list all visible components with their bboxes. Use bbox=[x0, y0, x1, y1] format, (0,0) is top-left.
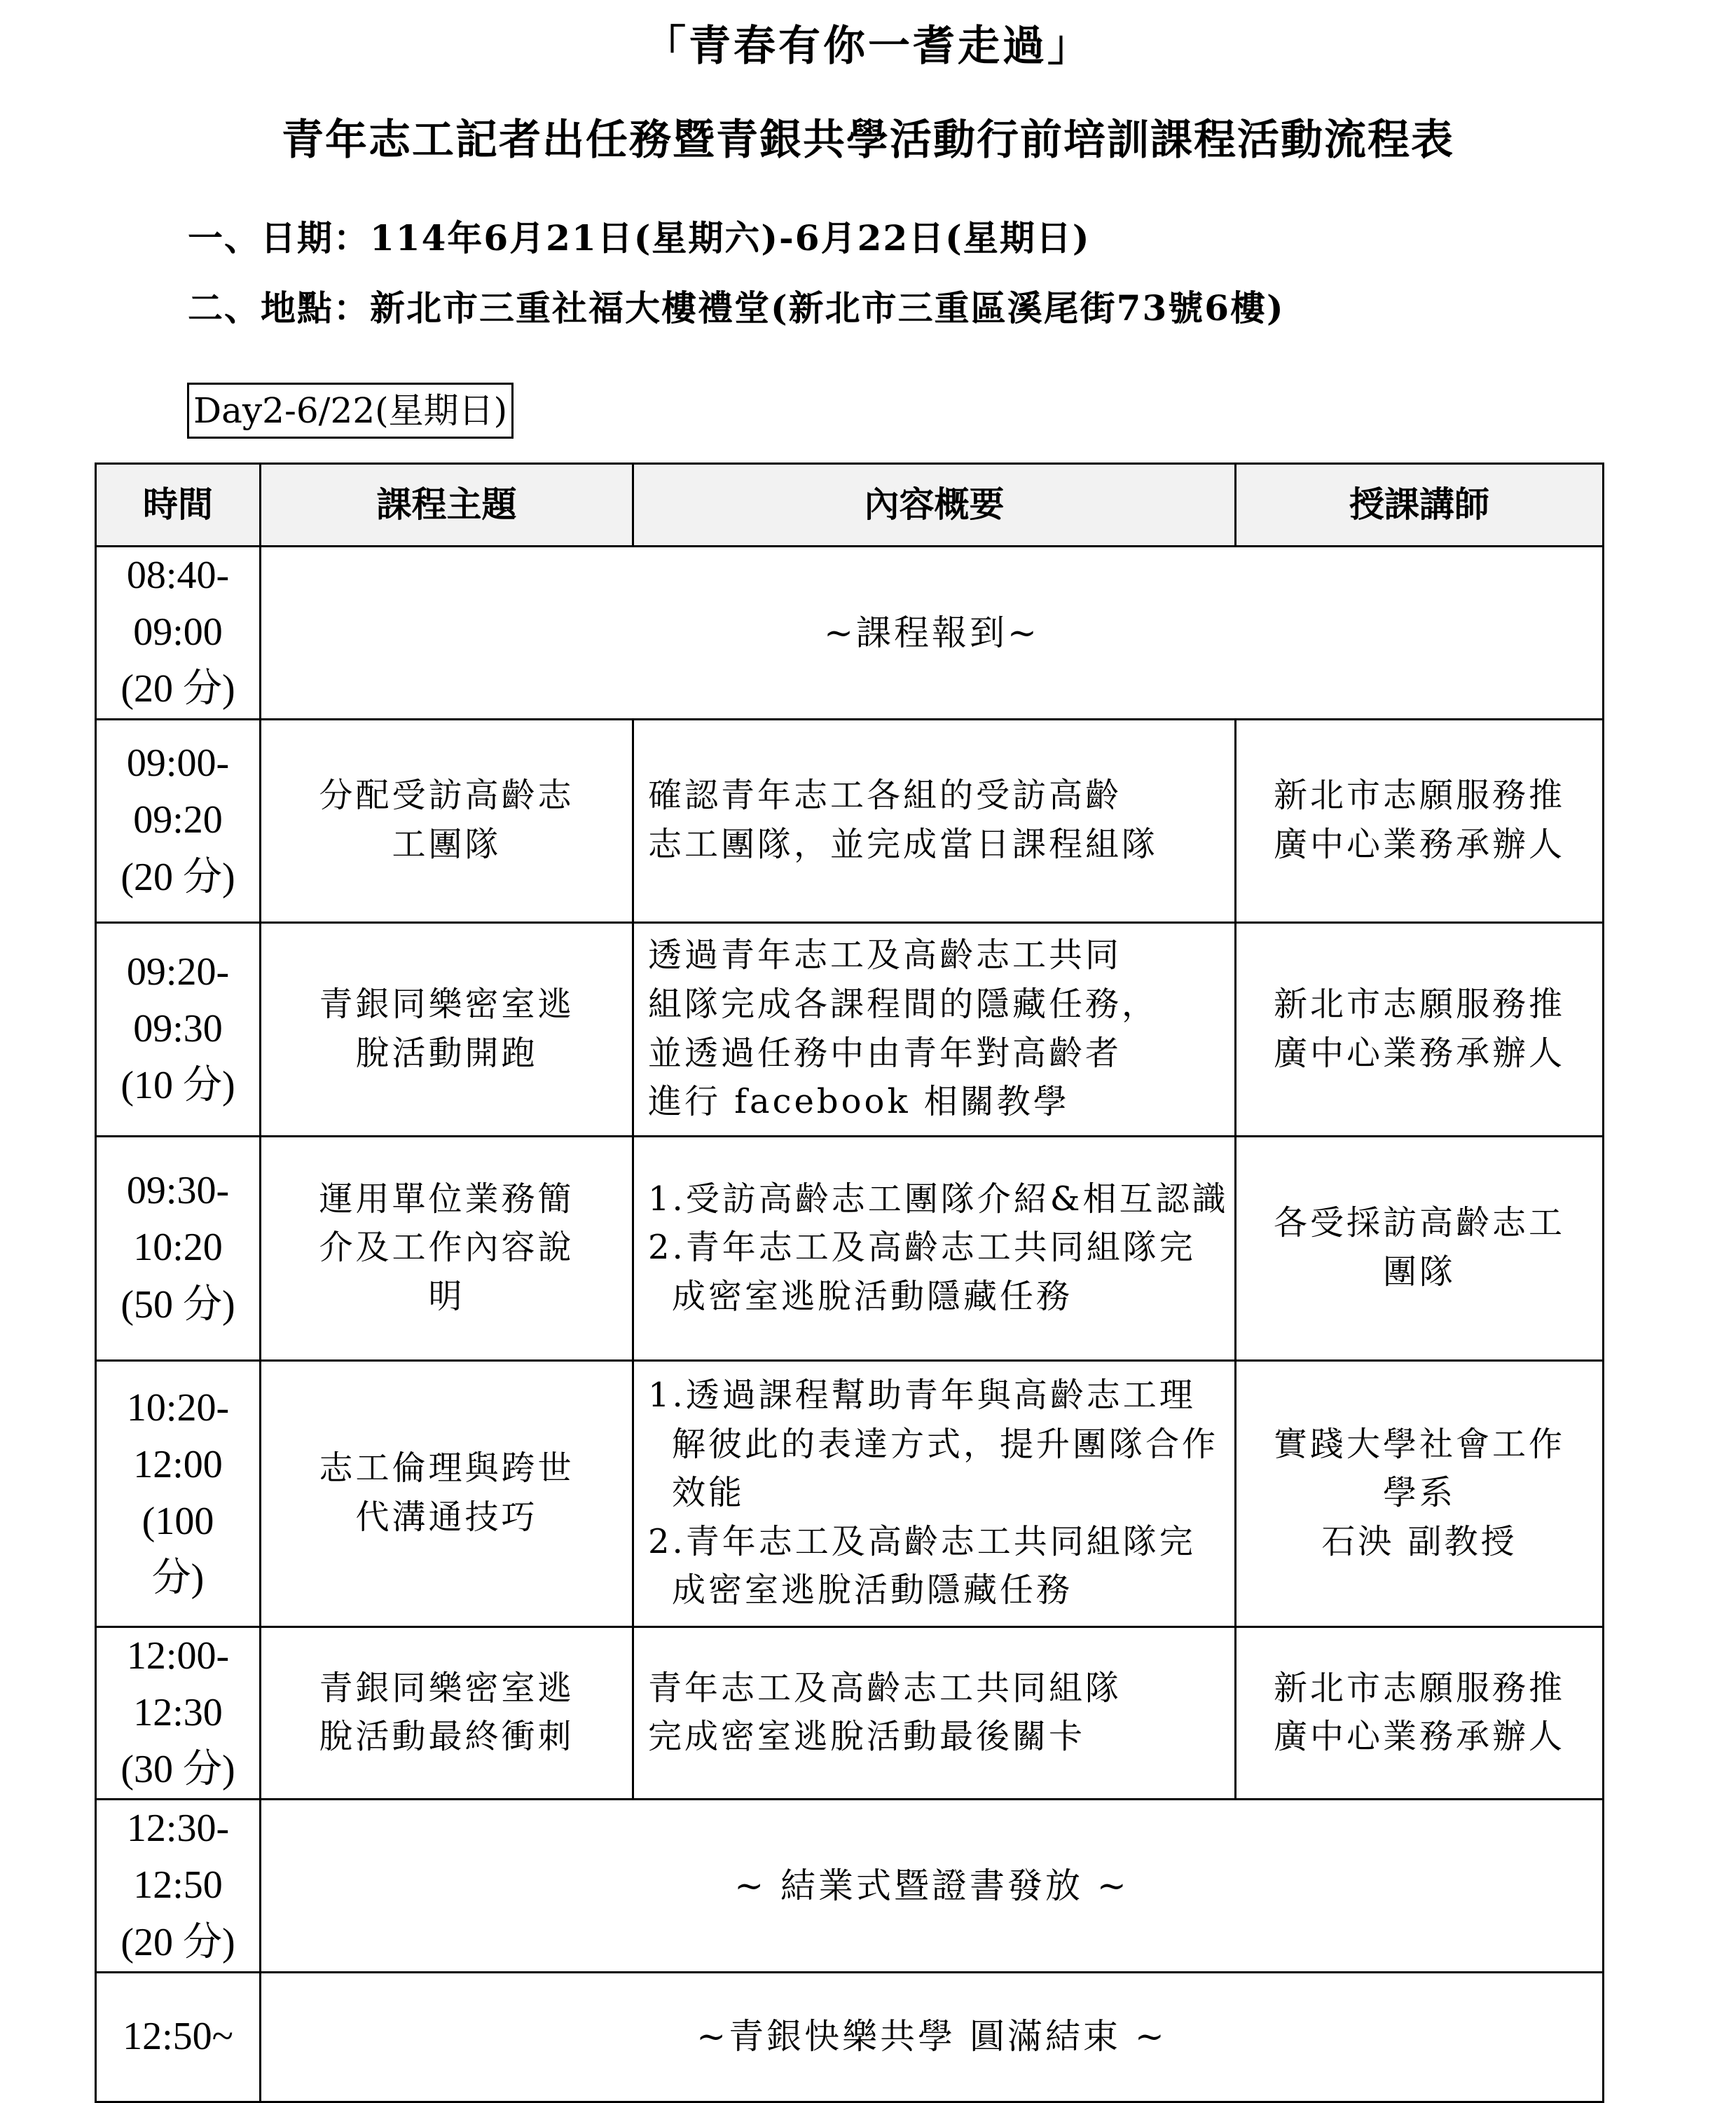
teacher-line: 石泱 副教授 bbox=[1321, 1521, 1517, 1561]
time-end: 12:30 bbox=[133, 1690, 223, 1734]
time-end: 09:20 bbox=[133, 798, 223, 842]
time-cell bbox=[96, 1360, 261, 1626]
time-start: 12:00- bbox=[126, 1633, 230, 1678]
time-duration: (20 分) bbox=[120, 855, 235, 899]
table-row bbox=[96, 1360, 1604, 1626]
time-duration: (100 bbox=[142, 1500, 214, 1544]
time-start: 09:20- bbox=[126, 950, 230, 994]
checkin-cell: ~課程報到~ bbox=[261, 547, 1604, 720]
topic-cell bbox=[261, 1360, 633, 1626]
time-cell bbox=[96, 1136, 261, 1360]
topic-line: 青銀同樂密室逃 bbox=[319, 1668, 574, 1708]
teacher-line: 新北市志願服務推 bbox=[1273, 984, 1565, 1024]
content-item: 1.受訪高齡志工團隊介紹&相互認識 bbox=[648, 1179, 1229, 1219]
time-end: 09:00 bbox=[133, 610, 223, 655]
header-teacher: 授課講師 bbox=[1236, 464, 1604, 547]
content-cell bbox=[633, 922, 1236, 1136]
ceremony-cell: ~ 結業式暨證書發放 ~ bbox=[261, 1800, 1604, 1973]
topic-cell bbox=[261, 1136, 633, 1360]
teacher-cell bbox=[1236, 1626, 1604, 1800]
content-line: 進行 facebook 相關教學 bbox=[648, 1082, 1070, 1122]
content-line: 並透過任務中由青年對高齡者 bbox=[648, 1033, 1122, 1073]
topic-line: 志工倫理與跨世 bbox=[319, 1448, 574, 1488]
content-line: 組隊完成各課程間的隱藏任務， bbox=[648, 984, 1159, 1024]
topic-line: 脫活動開跑 bbox=[355, 1033, 538, 1073]
time-duration: 分) bbox=[151, 1556, 205, 1601]
content-line: 青年志工及高齡志工共同組隊 bbox=[648, 1668, 1122, 1708]
teacher-cell bbox=[1236, 922, 1604, 1136]
topic-cell bbox=[261, 922, 633, 1136]
teacher-line: 學系 bbox=[1382, 1473, 1456, 1513]
table-row bbox=[96, 922, 1604, 1136]
time-cell bbox=[96, 922, 261, 1136]
teacher-line: 團隊 bbox=[1382, 1252, 1456, 1292]
time-cell bbox=[96, 547, 261, 720]
table-row bbox=[96, 547, 1604, 720]
time-cell bbox=[96, 1626, 261, 1800]
content-line: 完成密室逃脫活動最後關卡 bbox=[648, 1717, 1086, 1757]
time-duration: (50 分) bbox=[120, 1282, 235, 1327]
teacher-line: 廣中心業務承辦人 bbox=[1273, 1033, 1565, 1073]
table-row bbox=[96, 1972, 1604, 2102]
header-topic: 課程主題 bbox=[261, 464, 633, 547]
time-start: 09:00- bbox=[126, 741, 230, 786]
content-line: 志工團隊，並完成當日課程組隊 bbox=[648, 825, 1159, 865]
date-line: 一、日期：114年6月21日(星期六)-6月22日(星期日) bbox=[188, 217, 1091, 259]
table-row bbox=[96, 719, 1604, 922]
time-start: 12:50~ bbox=[123, 2015, 233, 2059]
time-end: 09:30 bbox=[133, 1006, 223, 1050]
teacher-cell bbox=[1236, 1136, 1604, 1360]
document-subtitle: 青年志工記者出任務暨青銀共學活動行前培訓課程活動流程表 bbox=[282, 116, 1454, 165]
topic-line: 脫活動最終衝刺 bbox=[319, 1717, 574, 1757]
content-item: 1.透過課程幫助青年與高齡志工理解彼此的表達方式，提升團隊合作效能 bbox=[648, 1376, 1219, 1513]
time-duration: (10 分) bbox=[120, 1064, 235, 1108]
topic-line: 代溝通技巧 bbox=[355, 1498, 538, 1537]
content-item: 2.青年志工及高齡志工共同組隊完成密室逃脫活動隱藏任務 bbox=[648, 1228, 1196, 1316]
topic-cell bbox=[261, 1626, 633, 1800]
table-row bbox=[96, 1136, 1604, 1360]
content-cell bbox=[633, 1626, 1236, 1800]
content-cell bbox=[633, 1360, 1236, 1626]
header-time: 時間 bbox=[96, 464, 261, 547]
time-start: 10:20- bbox=[126, 1385, 230, 1430]
topic-line: 分配受訪高齡志 bbox=[319, 776, 574, 816]
topic-line: 工團隊 bbox=[392, 825, 502, 865]
table-header-row bbox=[96, 464, 1604, 547]
topic-line: 明 bbox=[428, 1276, 465, 1316]
teacher-cell bbox=[1236, 1360, 1604, 1626]
content-line: 確認青年志工各組的受訪高齡 bbox=[648, 776, 1122, 816]
teacher-line: 廣中心業務承辦人 bbox=[1273, 1717, 1565, 1757]
time-start: 08:40- bbox=[126, 554, 230, 597]
table-row bbox=[96, 1626, 1604, 1800]
content-cell bbox=[633, 1136, 1236, 1360]
time-duration: (20 分) bbox=[120, 667, 235, 711]
topic-line: 運用單位業務簡 bbox=[319, 1179, 574, 1219]
content-line: 透過青年志工及高齡志工共同 bbox=[648, 936, 1122, 975]
time-start: 12:30- bbox=[126, 1807, 230, 1851]
document-title: 「青春有你一耆走過」 bbox=[644, 22, 1092, 71]
closing-cell: ~青銀快樂共學 圓滿結束 ~ bbox=[261, 1972, 1604, 2102]
teacher-line: 實踐大學社會工作 bbox=[1273, 1424, 1565, 1464]
topic-line: 介及工作內容說 bbox=[319, 1228, 574, 1268]
teacher-line: 廣中心業務承辦人 bbox=[1273, 825, 1565, 865]
schedule-table bbox=[95, 463, 1604, 2103]
time-end: 12:00 bbox=[133, 1442, 223, 1486]
header-content: 內容概要 bbox=[633, 464, 1236, 547]
topic-cell bbox=[261, 719, 633, 922]
teacher-line: 新北市志願服務推 bbox=[1273, 776, 1565, 816]
place-line: 二、地點：新北市三重社福大樓禮堂(新北市三重區溪尾街73號6樓) bbox=[188, 287, 1285, 329]
content-cell bbox=[633, 719, 1236, 922]
table-row bbox=[96, 1800, 1604, 1973]
time-cell bbox=[96, 1800, 261, 1973]
teacher-line: 新北市志願服務推 bbox=[1273, 1668, 1565, 1708]
teacher-cell bbox=[1236, 719, 1604, 922]
content-item: 2.青年志工及高齡志工共同組隊完成密室逃脫活動隱藏任務 bbox=[648, 1521, 1196, 1610]
time-duration: (30 分) bbox=[120, 1747, 235, 1791]
time-duration: (20 分) bbox=[120, 1920, 235, 1964]
time-cell bbox=[96, 1972, 261, 2102]
time-start: 09:30- bbox=[126, 1169, 230, 1213]
time-end: 10:20 bbox=[133, 1226, 223, 1270]
teacher-line: 各受採訪高齡志工 bbox=[1273, 1203, 1565, 1243]
topic-line: 青銀同樂密室逃 bbox=[319, 984, 574, 1024]
time-end: 12:50 bbox=[133, 1863, 223, 1907]
time-cell bbox=[96, 719, 261, 922]
day-label: Day2-6/22(星期日) bbox=[187, 383, 514, 439]
